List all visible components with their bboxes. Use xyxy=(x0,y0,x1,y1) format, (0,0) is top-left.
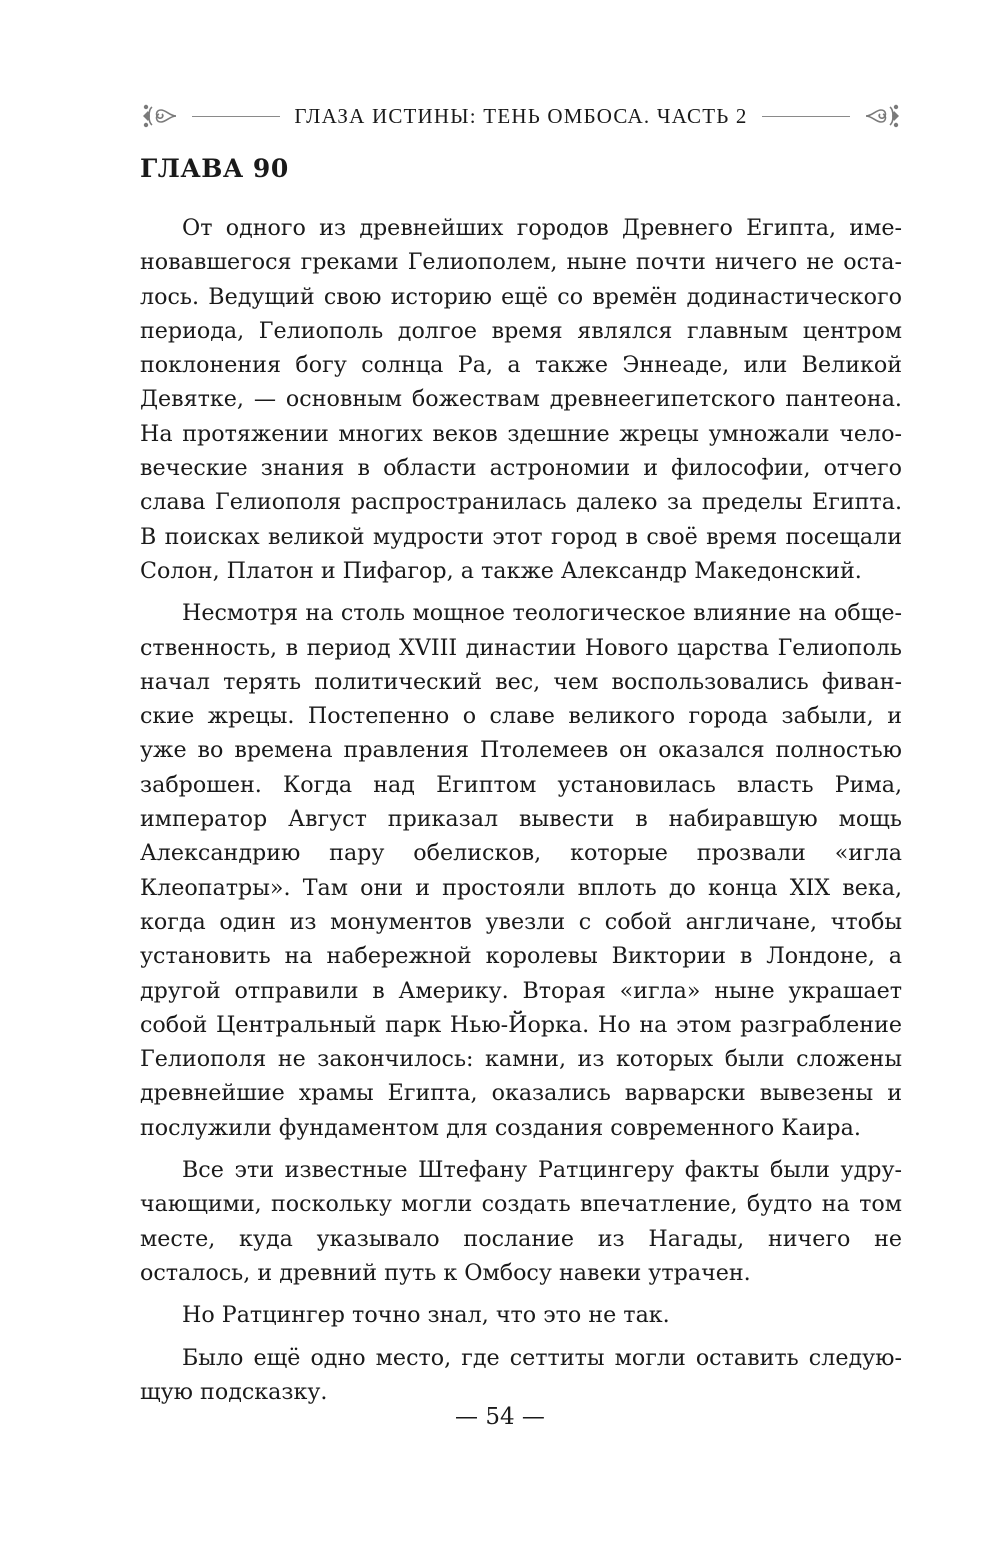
header-rule-right xyxy=(762,116,850,117)
paragraph: Но Ратцингер точно знал, что это не так. xyxy=(182,1302,670,1329)
paragraph: Все эти известные Штефану Ратцингеру факты были удручающими, поскольку могли создать впечатление, будто на том месте, куда указывало послание из Нагады, ничего не осталось, и древний путь к Омбосу навеки утрачен. xyxy=(140,1157,902,1286)
body-text xyxy=(140,211,902,1409)
paragraph: Несмотря на столь мощное теологическое влияние на общественность, в период XVIII династии Нового царства Гелиополь начал терять политический вес, чем воспользовались фиванские жрецы. Постепенно о славе великого города забыли, и уже во времена правления Птолемеев он оказался полностью заброшен. Когда над Египтом установилась власть Рима, император Август приказал вывести в набиравшую мощь Александрию пару обелисков, которые прозвали «игла Клеопатры». Там они и простояли вплоть до конца XIX века, когда один из монументов увезли с собой англичане, чтобы установить на набережной королевы Виктории в Лондоне, а другой отправили в Америку. Вторая «игла» ныне украшает собой Центральный парк Нью-Йорка. Но на этом разграбление Гелиополя не закончилось: камни, из которых были сложены древнейшие храмы Египта, оказались варварски вывезены и послужили фундаментом для создания современного Каира. xyxy=(140,600,902,1141)
header-rule-left xyxy=(192,116,280,117)
paragraph: От одного из древнейших городов Древнего Египта, именовавшегося греками Гелиополем, ныне почти ничего не осталось. Ведущий свою историю ещё со времён додинастического периода, Гелиополь долгое время являлся главным центром поклонения богу солнца Ра, а также Эннеаде, или Великой Девятке, — основным божествам древнеегипетского пантеона. На протяжении многих веков здешние жрецы умножали человеческие знания в области астрономии и философии, отчего слава Гелиополя распространилась далеко за пределы Египта. В поисках великой мудрости этот город в своё время посещали Солон, Платон и Пифагор, а также Александр Македонский. xyxy=(140,215,902,584)
paragraph: Было ещё одно место, где сеттиты могли оставить следующую подсказку. xyxy=(140,1344,902,1405)
page-number: — 54 — xyxy=(455,1404,545,1430)
chapter-title: ГЛАВА 90 xyxy=(140,154,289,183)
running-header xyxy=(140,96,902,136)
running-header-title: ГЛАЗА ИСТИНЫ: ТЕНЬ ОМБОСА. ЧАСТЬ 2 xyxy=(294,103,748,128)
left-ornament-icon xyxy=(140,101,178,131)
right-ornament-icon xyxy=(864,101,902,131)
